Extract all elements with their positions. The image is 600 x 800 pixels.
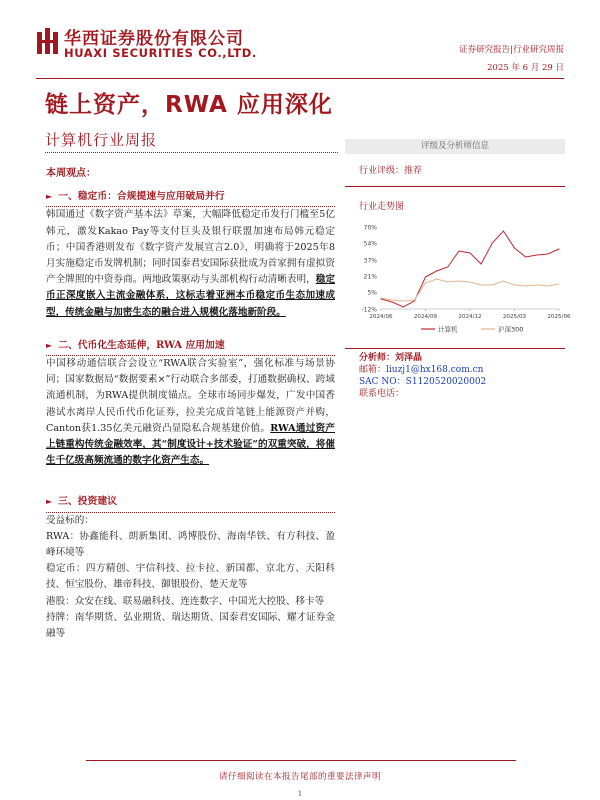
legend-label: 计算机 — [438, 325, 458, 334]
data-point — [470, 253, 471, 254]
footer-disclaimer: 请仔细阅读在本报告尾部的重要法律声明 — [218, 772, 381, 782]
section-2-text: 中国移动通信联合会设立“RWA联合实验室”，强化标准与场景协同；国家数据局“数据要素×”行动联合多部委，打通数据确权、跨域流通机制，为RWA提供制度锚点。全球市场同步爆发，广发中国香港试水离岸人民币代币化证券，拉美完成首笔链上能源资产并购，Canton获1.35亿美元融资凸显隐私合规基建价值。RWA通过资产上链重构传统金融效率，其“制度设计+技术验证”的双重突破，将催生千亿级高频流通的数字化资产生态。 — [46, 358, 335, 467]
industry-rating: 行业评级：推荐 — [359, 166, 423, 176]
data-point — [392, 300, 393, 301]
x-tick-label: 2025/03 — [502, 314, 527, 320]
data-point — [547, 286, 548, 287]
data-point — [525, 257, 526, 258]
section-2-heading: ► 二、代币化生态延伸，RWA 应用加速 — [46, 337, 335, 356]
phone-label: 联系电话： — [359, 389, 405, 399]
data-point — [425, 283, 426, 284]
data-point — [425, 277, 426, 278]
triangle-bullet-icon: ► — [46, 339, 53, 350]
data-point — [414, 300, 415, 301]
analyst-info: 分析师：刘泽晶 邮箱：liuzj1@hx168.com.cn SAC NO：S1120520020002 联系电话： — [359, 353, 487, 399]
data-point — [392, 302, 393, 303]
y-tick-label: 21% — [363, 273, 377, 281]
beneficiary-stablecoin: 稳定币：四方精创、宇信科技、拉卡拉、新国都、京北方、天阳科技、恒宝股份、雄帝科技、御银股份、楚天龙等 — [46, 563, 335, 591]
footer-divider — [86, 760, 516, 761]
section-1-text: 韩国通过《数字资产基本法》草案，大幅降低稳定币发行门槛至5亿韩元，激发Kakao Pay等支付巨头及银行联盟加速布局韩元稳定币；中国香港则发布《数字资产发展宣言2.0》，明确将于2025年8月实施稳定币发牌机制；同时国泰君安国际获批成为首家拥有虚拟资产全牌照的中资券商。两地政策驱动与头部机构行动清晰表明，稳定币正深度嵌入主流金融体系，这标志着亚洲本币稳定币生态加速成型，传统金融与加密生态的融合进入规模化落地新阶段。 — [46, 209, 336, 318]
header-divider — [36, 78, 564, 79]
data-point — [381, 298, 382, 299]
data-point — [403, 301, 404, 302]
data-point — [514, 248, 515, 249]
data-point — [481, 285, 482, 286]
x-tick-label: 2024/06 — [369, 314, 393, 320]
analyst-email[interactable]: liuzj1@hx168.com.cn — [386, 365, 484, 375]
data-point — [536, 285, 537, 286]
page-number: 1 — [297, 790, 303, 798]
data-point — [547, 254, 548, 255]
data-point — [536, 255, 537, 256]
industry-trend-chart — [345, 217, 571, 349]
trend-chart-title: 行业走势图 — [359, 202, 405, 212]
week-label: 本周观点： — [46, 168, 96, 179]
section-3-heading: ► 三、投资建议 — [46, 493, 335, 512]
rating-box-title: 评级及分析师信息 — [345, 139, 565, 154]
company-name-cn: 华西证券股份有限公司 — [64, 29, 244, 49]
company-name-en: HUAXI SECURITIES CO.,LTD. — [64, 46, 257, 60]
rating-divider — [345, 186, 565, 187]
x-tick-label: 2025/06 — [547, 314, 571, 320]
data-point — [559, 249, 560, 250]
data-point — [458, 251, 459, 252]
section-1-heading: ► 一、稳定币：合规提速与应用破局并行 — [46, 188, 335, 207]
y-tick-label: 37% — [363, 257, 377, 265]
huaxi-logo-icon — [37, 28, 59, 54]
section-1-emphasis: 稳定币正深度嵌入主流金融体系，这标志着亚洲本币稳定币生态加速成型，传统金融与加密生态的融合进入规模化落地新阶段。 — [46, 274, 336, 318]
data-point — [436, 279, 437, 280]
beneficiary-hk: 港股：众安在线、联易融科技、连连数字、中国光大控股、移卡等 — [46, 595, 325, 607]
rating-value: 推荐 — [404, 166, 423, 176]
data-point — [481, 264, 482, 265]
report-title: 链上资产，RWA 应用深化 — [45, 92, 333, 118]
data-point — [492, 243, 493, 244]
section-2-emphasis: RWA通过资产上链重构传统金融效率，其“制度设计+技术验证”的双重突破，将催生千亿级高频流通的数字化资产生态。 — [46, 422, 335, 467]
subtitle-divider — [45, 152, 338, 153]
data-point — [559, 284, 560, 285]
chart-divider — [345, 348, 565, 349]
analyst-name: 刘泽晶 — [395, 353, 423, 363]
x-tick-label: 2024/12 — [458, 314, 482, 320]
main-body — [46, 160, 335, 642]
triangle-bullet-icon: ► — [46, 496, 53, 507]
report-subtitle: 计算机行业周报 — [45, 131, 158, 149]
data-point — [447, 267, 448, 268]
series-line-1 — [381, 231, 559, 307]
data-point — [414, 301, 415, 302]
beneficiary-licensed: 持牌：南华期货、弘业期货、瑞达期货、国泰君安国际、耀才证券金融等 — [46, 611, 335, 640]
report-category: 证券研究报告|行业研究周报 — [459, 45, 564, 55]
triangle-bullet-icon: ► — [46, 191, 53, 202]
data-point — [525, 286, 526, 287]
legend-label: 沪深300 — [498, 325, 524, 334]
y-tick-label: 70% — [363, 224, 377, 232]
y-tick-label: -12% — [361, 306, 377, 314]
data-point — [458, 281, 459, 282]
data-point — [447, 282, 448, 283]
data-point — [381, 299, 382, 300]
y-tick-label: 54% — [363, 240, 377, 248]
report-date: 2025 年 6 月 29 日 — [487, 63, 564, 73]
data-point — [503, 281, 504, 282]
data-point — [470, 282, 471, 283]
x-tick-label: 2024/09 — [413, 314, 438, 320]
sac-number: S1120520020002 — [405, 377, 487, 387]
beneficiary-intro: 受益标的： — [46, 514, 94, 526]
data-point — [492, 285, 493, 286]
data-point — [514, 285, 515, 286]
beneficiary-rwa: RWA：协鑫能科、朗新集团、鸿博股份、海南华铁、有方科技、盈峰环境等 — [46, 530, 335, 559]
data-point — [436, 271, 437, 272]
y-tick-label: 5% — [367, 289, 377, 297]
data-point — [403, 307, 404, 308]
data-point — [503, 231, 504, 232]
